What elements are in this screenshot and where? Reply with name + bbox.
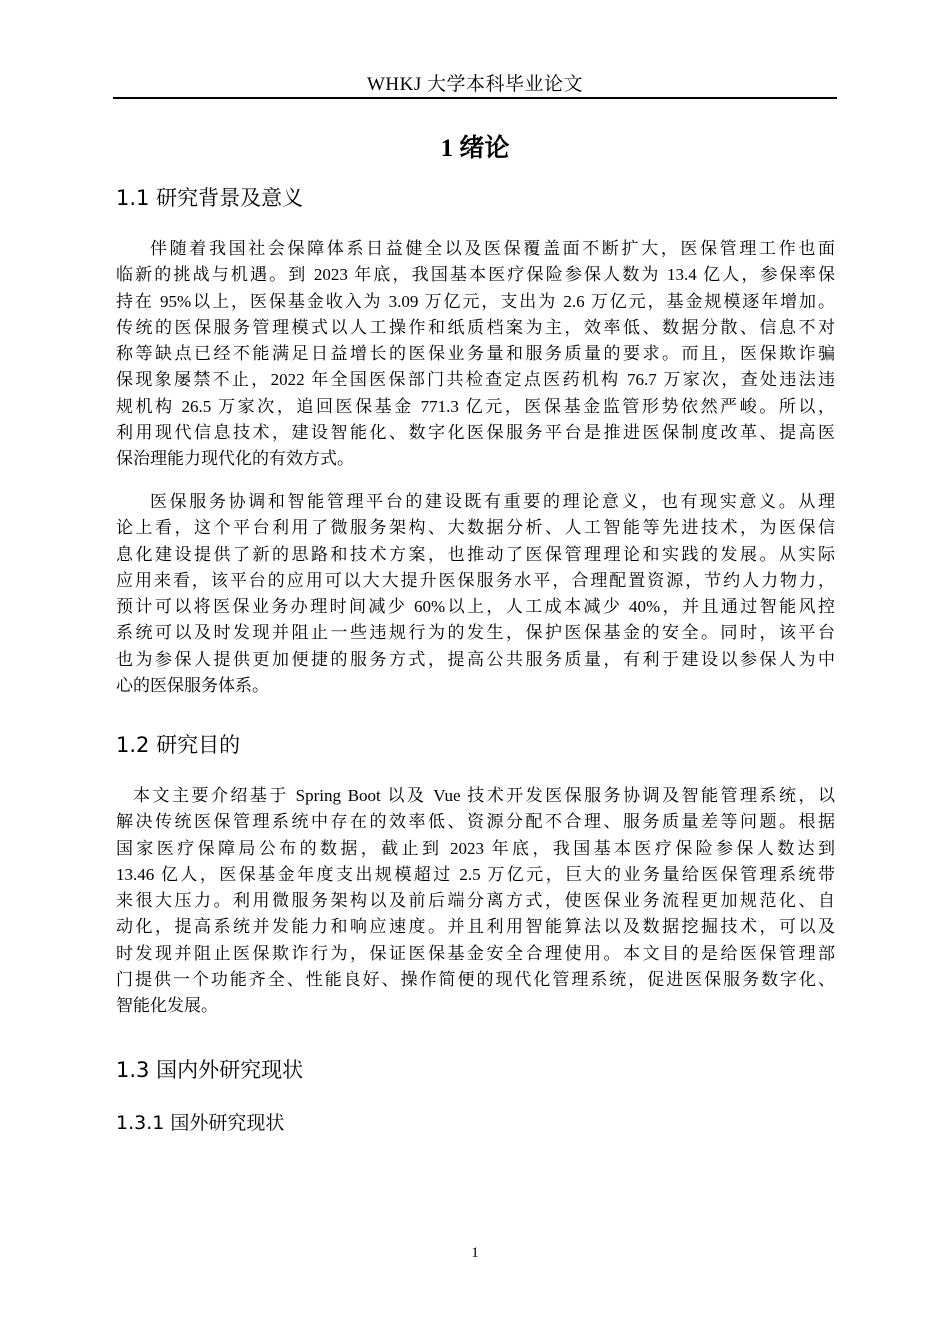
running-header: WHKJ 大学本科毕业论文 (366, 74, 584, 95)
text-line: 系统可以及时发现并阻止一些违规行为的发生，保护医保基金的安全。同时，该平台 (116, 623, 835, 643)
text-line: 传统的医保服务管理模式以人工操作和纸质档案为主，效率低、数据分散、信息不对 (116, 317, 835, 337)
text-line: 医保服务协调和智能管理平台的建设既有重要的理论意义，也有现实意义。从理 (150, 492, 835, 511)
paragraph-1-1-a (116, 236, 835, 473)
page-number: 1 (471, 1245, 479, 1261)
text-line: 利用现代信息技术，建设智能化、数字化医保服务平台是推进医保制度改革、提高医 (116, 423, 835, 443)
text-line: 13.46 亿人，医保基金年度支出规模超过 2.5 万亿元，巨大的业务量给医保管理系统带 (116, 864, 835, 884)
subsection-heading-1-3-1: 1.3.1 国外研究现状 (116, 1112, 285, 1134)
text-line: 持在 95%以上，医保基金收入为 3.09 万亿元，支出为 2.6 万亿元，基金规模逐年增加。 (116, 291, 835, 311)
text-line: 本文主要介绍基于 Spring Boot 以及 Vue 技术开发医保服务协调及智能管理系统，以 (133, 786, 835, 805)
text-line: 时发现并阻止医保欺诈行为，保证医保基金安全合理使用。本文目的是给医保管理部 (116, 943, 835, 963)
chapter-title: 1 绪论 (440, 135, 510, 162)
text-line: 心的医保服务体系。 (116, 676, 269, 696)
text-line: 门提供一个功能齐全、性能良好、操作简便的现代化管理系统，促进医保服务数字化、 (116, 970, 835, 990)
paragraph-1-2 (116, 783, 835, 1020)
text-line: 也为参保人提供更加便捷的服务方式，提高公共服务质量，有利于建设以参保人为中 (116, 649, 835, 669)
paragraph-1-1-b (116, 489, 835, 699)
section-heading-1-3: 1.3 国内外研究现状 (116, 1058, 304, 1082)
header-rule (113, 97, 837, 99)
text-line: 预计可以将医保业务办理时间减少 60%以上，人工成本减少 40%，并且通过智能风控 (116, 597, 835, 617)
text-line: 解决传统医保管理系统中存在的效率低、资源分配不合理、服务质量差等问题。根据 (116, 812, 835, 832)
text-line: 动化，提高系统并发能力和响应速度。并且利用智能算法以及数据挖掘技术，可以及 (116, 917, 835, 937)
section-heading-1-2: 1.2 研究目的 (116, 733, 241, 757)
text-line: 来很大压力。利用微服务架构以及前后端分离方式，使医保业务流程更加规范化、自 (116, 891, 835, 911)
text-line: 规机构 26.5 万家次，追回医保基金 771.3 亿元，医保基金监管形势依然严峻。所以， (116, 396, 835, 416)
text-line: 国家医疗保障局公布的数据，截止到 2023 年底，我国基本医疗保险参保人数达到 (116, 838, 835, 858)
text-line: 论上看，这个平台利用了微服务架构、大数据分析、人工智能等先进技术，为医保信 (116, 518, 835, 538)
text-line: 保治理能力现代化的有效方式。 (116, 449, 354, 469)
section-heading-1-1: 1.1 研究背景及意义 (116, 186, 304, 210)
text-line: 伴随着我国社会保障体系日益健全以及医保覆盖面不断扩大，医保管理工作也面 (150, 239, 835, 258)
text-line: 应用来看，该平台的应用可以大大提升医保服务水平，合理配置资源，节约人力物力， (116, 570, 835, 590)
text-line: 称等缺点已经不能满足日益增长的医保业务量和服务质量的要求。而且，医保欺诈骗 (116, 344, 835, 364)
text-line: 保现象屡禁不止，2022 年全国医保部门共检查定点医药机构 76.7 万家次，查处违法违 (116, 370, 835, 390)
text-line: 智能化发展。 (116, 996, 218, 1016)
text-line: 息化建设提供了新的思路和技术方案，也推动了医保管理理论和实践的发展。从实际 (116, 544, 835, 564)
text-line: 临新的挑战与机遇。到 2023 年底，我国基本医疗保险参保人数为 13.4 亿人，参保率保 (116, 265, 835, 285)
